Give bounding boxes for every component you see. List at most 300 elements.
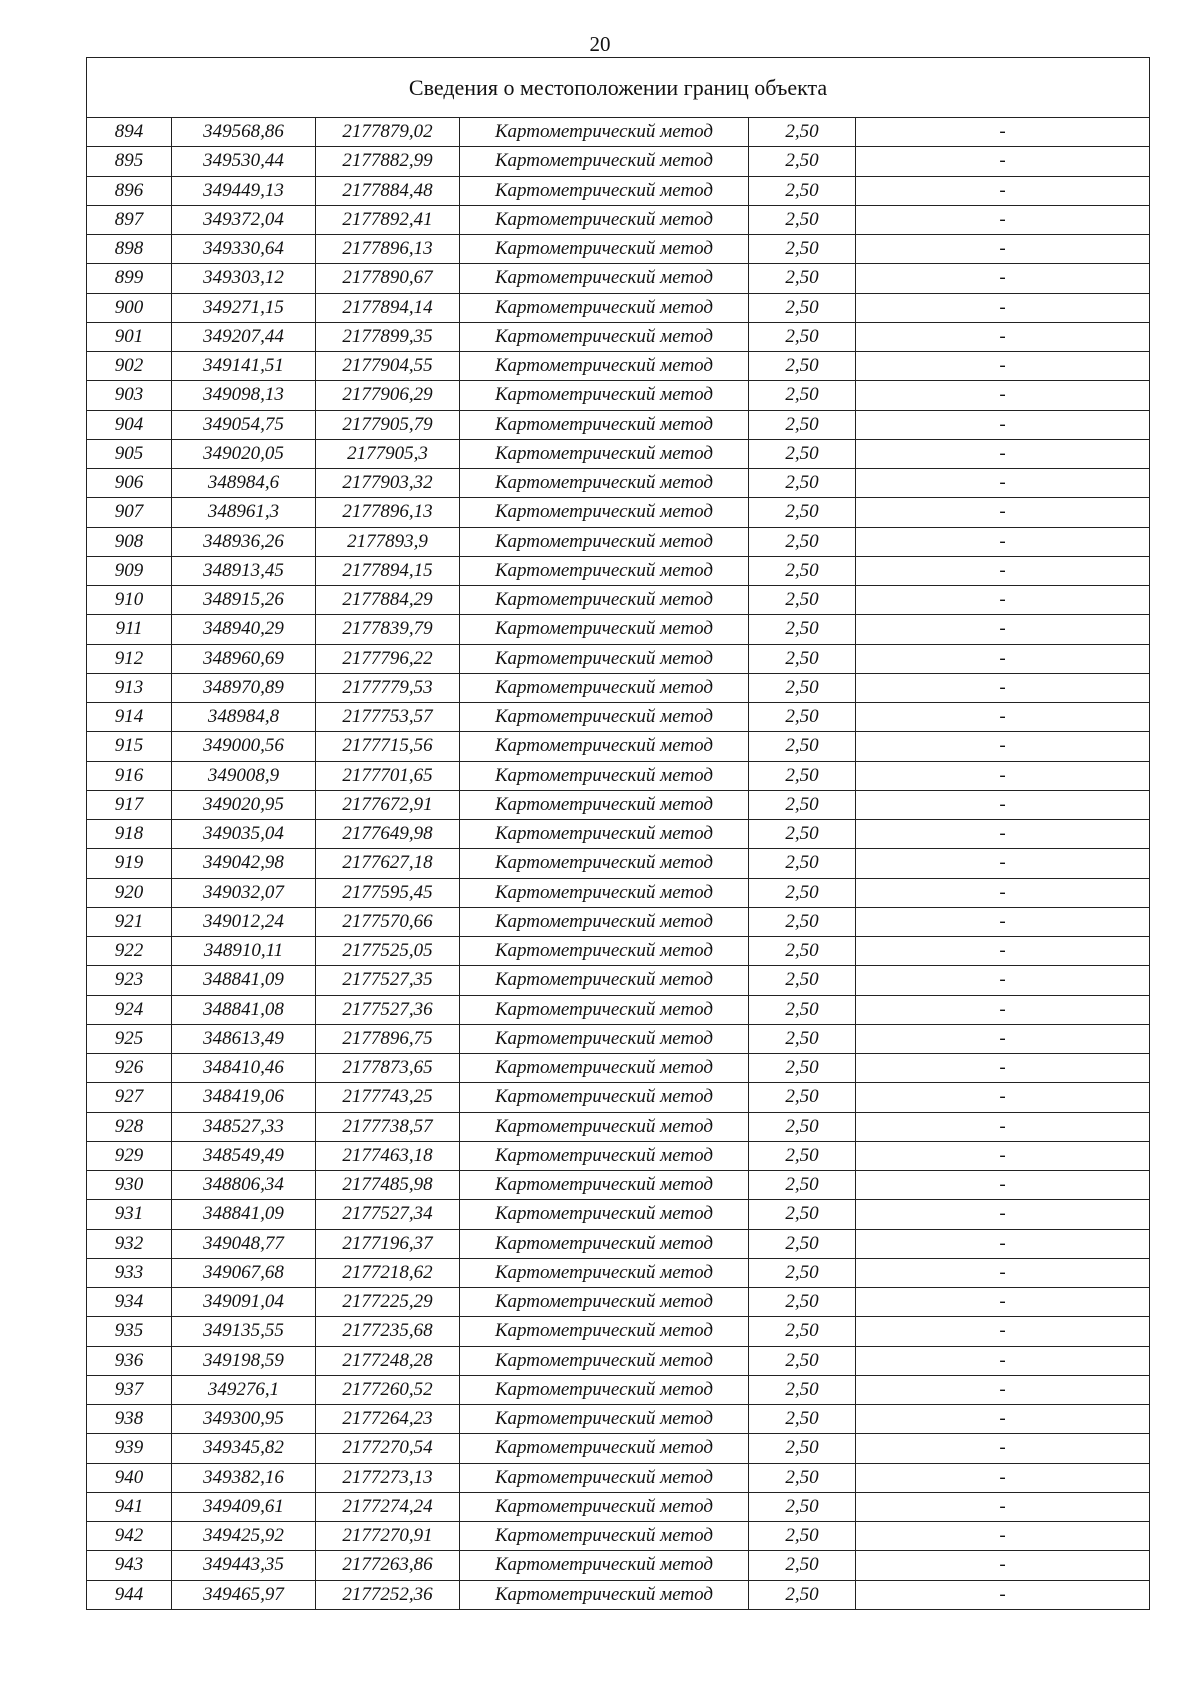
y-coordinate-cell: 2177884,29 <box>316 586 460 615</box>
y-coordinate-cell: 2177672,91 <box>316 790 460 819</box>
table-row <box>87 118 1150 147</box>
table-row <box>87 1434 1150 1463</box>
point-number-cell: 916 <box>87 761 172 790</box>
y-coordinate-cell: 2177649,98 <box>316 820 460 849</box>
description-cell: - <box>856 907 1150 936</box>
method-cell: Картометрический метод <box>460 1551 749 1580</box>
description-cell: - <box>856 556 1150 585</box>
y-coordinate-cell: 2177903,32 <box>316 469 460 498</box>
point-number-cell: 911 <box>87 615 172 644</box>
point-number-cell: 899 <box>87 264 172 293</box>
description-cell: - <box>856 1580 1150 1609</box>
accuracy-cell: 2,50 <box>749 498 856 527</box>
table-row <box>87 381 1150 410</box>
x-coordinate-cell: 348613,49 <box>172 1024 316 1053</box>
x-coordinate-cell: 348984,6 <box>172 469 316 498</box>
description-cell: - <box>856 1141 1150 1170</box>
point-number-cell: 904 <box>87 410 172 439</box>
point-number-cell: 902 <box>87 352 172 381</box>
point-number-cell: 908 <box>87 527 172 556</box>
accuracy-cell: 2,50 <box>749 1141 856 1170</box>
y-coordinate-cell: 2177263,86 <box>316 1551 460 1580</box>
table-row <box>87 673 1150 702</box>
y-coordinate-cell: 2177527,36 <box>316 995 460 1024</box>
y-coordinate-cell: 2177904,55 <box>316 352 460 381</box>
method-cell: Картометрический метод <box>460 1171 749 1200</box>
accuracy-cell: 2,50 <box>749 410 856 439</box>
accuracy-cell: 2,50 <box>749 556 856 585</box>
point-number-cell: 914 <box>87 703 172 732</box>
point-number-cell: 906 <box>87 469 172 498</box>
x-coordinate-cell: 349345,82 <box>172 1434 316 1463</box>
y-coordinate-cell: 2177570,66 <box>316 907 460 936</box>
y-coordinate-cell: 2177196,37 <box>316 1229 460 1258</box>
table-row <box>87 1054 1150 1083</box>
description-cell: - <box>856 703 1150 732</box>
accuracy-cell: 2,50 <box>749 1317 856 1346</box>
x-coordinate-cell: 348940,29 <box>172 615 316 644</box>
method-cell: Картометрический метод <box>460 849 749 878</box>
table-row <box>87 1083 1150 1112</box>
accuracy-cell: 2,50 <box>749 439 856 468</box>
point-number-cell: 901 <box>87 322 172 351</box>
table-row <box>87 995 1150 1024</box>
table-row <box>87 176 1150 205</box>
y-coordinate-cell: 2177879,02 <box>316 118 460 147</box>
table-row <box>87 732 1150 761</box>
table-row <box>87 1112 1150 1141</box>
description-cell: - <box>856 586 1150 615</box>
y-coordinate-cell: 2177273,13 <box>316 1463 460 1492</box>
y-coordinate-cell: 2177893,9 <box>316 527 460 556</box>
table-row <box>87 1200 1150 1229</box>
method-cell: Картометрический метод <box>460 293 749 322</box>
table-row <box>87 264 1150 293</box>
table-row <box>87 849 1150 878</box>
y-coordinate-cell: 2177527,35 <box>316 966 460 995</box>
table-title: Сведения о местоположении границ объекта <box>87 58 1150 118</box>
boundary-coordinates-table <box>86 57 1150 1610</box>
description-cell: - <box>856 293 1150 322</box>
description-cell: - <box>856 1112 1150 1141</box>
method-cell: Картометрический метод <box>460 147 749 176</box>
y-coordinate-cell: 2177260,52 <box>316 1375 460 1404</box>
accuracy-cell: 2,50 <box>749 264 856 293</box>
x-coordinate-cell: 348419,06 <box>172 1083 316 1112</box>
x-coordinate-cell: 349409,61 <box>172 1492 316 1521</box>
x-coordinate-cell: 349443,35 <box>172 1551 316 1580</box>
x-coordinate-cell: 349207,44 <box>172 322 316 351</box>
method-cell: Картометрический метод <box>460 1141 749 1170</box>
point-number-cell: 918 <box>87 820 172 849</box>
accuracy-cell: 2,50 <box>749 644 856 673</box>
description-cell: - <box>856 1492 1150 1521</box>
description-cell: - <box>856 1463 1150 1492</box>
table-row <box>87 586 1150 615</box>
y-coordinate-cell: 2177890,67 <box>316 264 460 293</box>
accuracy-cell: 2,50 <box>749 1405 856 1434</box>
y-coordinate-cell: 2177839,79 <box>316 615 460 644</box>
description-cell: - <box>856 147 1150 176</box>
table-row <box>87 410 1150 439</box>
method-cell: Картометрический метод <box>460 1405 749 1434</box>
point-number-cell: 913 <box>87 673 172 702</box>
method-cell: Картометрический метод <box>460 1054 749 1083</box>
x-coordinate-cell: 348841,08 <box>172 995 316 1024</box>
point-number-cell: 898 <box>87 235 172 264</box>
x-coordinate-cell: 348841,09 <box>172 966 316 995</box>
method-cell: Картометрический метод <box>460 1434 749 1463</box>
y-coordinate-cell: 2177248,28 <box>316 1346 460 1375</box>
table-row <box>87 1229 1150 1258</box>
point-number-cell: 942 <box>87 1522 172 1551</box>
table-row <box>87 1375 1150 1404</box>
point-number-cell: 939 <box>87 1434 172 1463</box>
method-cell: Картометрический метод <box>460 703 749 732</box>
x-coordinate-cell: 349330,64 <box>172 235 316 264</box>
table-row <box>87 352 1150 381</box>
accuracy-cell: 2,50 <box>749 703 856 732</box>
y-coordinate-cell: 2177796,22 <box>316 644 460 673</box>
y-coordinate-cell: 2177252,36 <box>316 1580 460 1609</box>
accuracy-cell: 2,50 <box>749 878 856 907</box>
method-cell: Картометрический метод <box>460 527 749 556</box>
point-number-cell: 895 <box>87 147 172 176</box>
point-number-cell: 900 <box>87 293 172 322</box>
y-coordinate-cell: 2177264,23 <box>316 1405 460 1434</box>
accuracy-cell: 2,50 <box>749 1024 856 1053</box>
method-cell: Картометрический метод <box>460 556 749 585</box>
x-coordinate-cell: 349012,24 <box>172 907 316 936</box>
description-cell: - <box>856 381 1150 410</box>
method-cell: Картометрический метод <box>460 381 749 410</box>
accuracy-cell: 2,50 <box>749 673 856 702</box>
x-coordinate-cell: 348527,33 <box>172 1112 316 1141</box>
accuracy-cell: 2,50 <box>749 1346 856 1375</box>
y-coordinate-cell: 2177701,65 <box>316 761 460 790</box>
description-cell: - <box>856 1551 1150 1580</box>
accuracy-cell: 2,50 <box>749 761 856 790</box>
x-coordinate-cell: 349530,44 <box>172 147 316 176</box>
accuracy-cell: 2,50 <box>749 1112 856 1141</box>
x-coordinate-cell: 348910,11 <box>172 937 316 966</box>
accuracy-cell: 2,50 <box>749 849 856 878</box>
method-cell: Картометрический метод <box>460 118 749 147</box>
description-cell: - <box>856 1434 1150 1463</box>
point-number-cell: 921 <box>87 907 172 936</box>
table-row <box>87 205 1150 234</box>
description-cell: - <box>856 732 1150 761</box>
x-coordinate-cell: 348913,45 <box>172 556 316 585</box>
table-row <box>87 907 1150 936</box>
description-cell: - <box>856 1522 1150 1551</box>
table-row <box>87 615 1150 644</box>
point-number-cell: 923 <box>87 966 172 995</box>
point-number-cell: 920 <box>87 878 172 907</box>
table-row <box>87 498 1150 527</box>
method-cell: Картометрический метод <box>460 937 749 966</box>
table-body <box>87 58 1150 1610</box>
accuracy-cell: 2,50 <box>749 381 856 410</box>
accuracy-cell: 2,50 <box>749 1054 856 1083</box>
table-row <box>87 439 1150 468</box>
y-coordinate-cell: 2177896,13 <box>316 498 460 527</box>
accuracy-cell: 2,50 <box>749 293 856 322</box>
accuracy-cell: 2,50 <box>749 732 856 761</box>
accuracy-cell: 2,50 <box>749 527 856 556</box>
point-number-cell: 940 <box>87 1463 172 1492</box>
method-cell: Картометрический метод <box>460 1375 749 1404</box>
method-cell: Картометрический метод <box>460 439 749 468</box>
description-cell: - <box>856 235 1150 264</box>
description-cell: - <box>856 352 1150 381</box>
point-number-cell: 935 <box>87 1317 172 1346</box>
accuracy-cell: 2,50 <box>749 790 856 819</box>
x-coordinate-cell: 349382,16 <box>172 1463 316 1492</box>
x-coordinate-cell: 349276,1 <box>172 1375 316 1404</box>
x-coordinate-cell: 348841,09 <box>172 1200 316 1229</box>
x-coordinate-cell: 349303,12 <box>172 264 316 293</box>
accuracy-cell: 2,50 <box>749 1580 856 1609</box>
accuracy-cell: 2,50 <box>749 1171 856 1200</box>
point-number-cell: 934 <box>87 1288 172 1317</box>
y-coordinate-cell: 2177485,98 <box>316 1171 460 1200</box>
table-row <box>87 761 1150 790</box>
method-cell: Картометрический метод <box>460 644 749 673</box>
point-number-cell: 933 <box>87 1258 172 1287</box>
point-number-cell: 926 <box>87 1054 172 1083</box>
description-cell: - <box>856 937 1150 966</box>
accuracy-cell: 2,50 <box>749 176 856 205</box>
table-row <box>87 1171 1150 1200</box>
y-coordinate-cell: 2177715,56 <box>316 732 460 761</box>
accuracy-cell: 2,50 <box>749 147 856 176</box>
table-row <box>87 1580 1150 1609</box>
accuracy-cell: 2,50 <box>749 937 856 966</box>
point-number-cell: 938 <box>87 1405 172 1434</box>
x-coordinate-cell: 349135,55 <box>172 1317 316 1346</box>
table-row <box>87 878 1150 907</box>
x-coordinate-cell: 349568,86 <box>172 118 316 147</box>
y-coordinate-cell: 2177906,29 <box>316 381 460 410</box>
x-coordinate-cell: 349035,04 <box>172 820 316 849</box>
accuracy-cell: 2,50 <box>749 469 856 498</box>
x-coordinate-cell: 349054,75 <box>172 410 316 439</box>
method-cell: Картометрический метод <box>460 1200 749 1229</box>
x-coordinate-cell: 349020,05 <box>172 439 316 468</box>
x-coordinate-cell: 349425,92 <box>172 1522 316 1551</box>
point-number-cell: 909 <box>87 556 172 585</box>
y-coordinate-cell: 2177896,75 <box>316 1024 460 1053</box>
point-number-cell: 917 <box>87 790 172 819</box>
description-cell: - <box>856 995 1150 1024</box>
x-coordinate-cell: 349271,15 <box>172 293 316 322</box>
x-coordinate-cell: 349141,51 <box>172 352 316 381</box>
x-coordinate-cell: 349000,56 <box>172 732 316 761</box>
table-row <box>87 644 1150 673</box>
description-cell: - <box>856 966 1150 995</box>
description-cell: - <box>856 1054 1150 1083</box>
description-cell: - <box>856 761 1150 790</box>
y-coordinate-cell: 2177892,41 <box>316 205 460 234</box>
table-row <box>87 1551 1150 1580</box>
method-cell: Картометрический метод <box>460 322 749 351</box>
description-cell: - <box>856 322 1150 351</box>
method-cell: Картометрический метод <box>460 1580 749 1609</box>
x-coordinate-cell: 349300,95 <box>172 1405 316 1434</box>
table-title-row <box>87 58 1150 118</box>
accuracy-cell: 2,50 <box>749 1492 856 1521</box>
point-number-cell: 930 <box>87 1171 172 1200</box>
description-cell: - <box>856 1258 1150 1287</box>
description-cell: - <box>856 1346 1150 1375</box>
y-coordinate-cell: 2177894,14 <box>316 293 460 322</box>
y-coordinate-cell: 2177894,15 <box>316 556 460 585</box>
x-coordinate-cell: 348410,46 <box>172 1054 316 1083</box>
x-coordinate-cell: 349042,98 <box>172 849 316 878</box>
y-coordinate-cell: 2177884,48 <box>316 176 460 205</box>
y-coordinate-cell: 2177896,13 <box>316 235 460 264</box>
point-number-cell: 922 <box>87 937 172 966</box>
description-cell: - <box>856 1288 1150 1317</box>
description-cell: - <box>856 264 1150 293</box>
accuracy-cell: 2,50 <box>749 1434 856 1463</box>
description-cell: - <box>856 820 1150 849</box>
description-cell: - <box>856 849 1150 878</box>
point-number-cell: 931 <box>87 1200 172 1229</box>
table-row <box>87 790 1150 819</box>
point-number-cell: 915 <box>87 732 172 761</box>
method-cell: Картометрический метод <box>460 878 749 907</box>
x-coordinate-cell: 348970,89 <box>172 673 316 702</box>
accuracy-cell: 2,50 <box>749 586 856 615</box>
accuracy-cell: 2,50 <box>749 118 856 147</box>
point-number-cell: 936 <box>87 1346 172 1375</box>
method-cell: Картометрический метод <box>460 469 749 498</box>
table-row <box>87 1463 1150 1492</box>
point-number-cell: 941 <box>87 1492 172 1521</box>
x-coordinate-cell: 349098,13 <box>172 381 316 410</box>
table-row <box>87 469 1150 498</box>
method-cell: Картометрический метод <box>460 264 749 293</box>
x-coordinate-cell: 348806,34 <box>172 1171 316 1200</box>
description-cell: - <box>856 673 1150 702</box>
y-coordinate-cell: 2177899,35 <box>316 322 460 351</box>
x-coordinate-cell: 349091,04 <box>172 1288 316 1317</box>
description-cell: - <box>856 790 1150 819</box>
method-cell: Картометрический метод <box>460 1492 749 1521</box>
y-coordinate-cell: 2177743,25 <box>316 1083 460 1112</box>
point-number-cell: 896 <box>87 176 172 205</box>
table-row <box>87 1317 1150 1346</box>
accuracy-cell: 2,50 <box>749 235 856 264</box>
method-cell: Картометрический метод <box>460 1463 749 1492</box>
description-cell: - <box>856 1171 1150 1200</box>
y-coordinate-cell: 2177905,79 <box>316 410 460 439</box>
description-cell: - <box>856 1083 1150 1112</box>
x-coordinate-cell: 349008,9 <box>172 761 316 790</box>
table-row <box>87 293 1150 322</box>
x-coordinate-cell: 348936,26 <box>172 527 316 556</box>
x-coordinate-cell: 349067,68 <box>172 1258 316 1287</box>
point-number-cell: 944 <box>87 1580 172 1609</box>
accuracy-cell: 2,50 <box>749 995 856 1024</box>
point-number-cell: 937 <box>87 1375 172 1404</box>
accuracy-cell: 2,50 <box>749 205 856 234</box>
method-cell: Картометрический метод <box>460 761 749 790</box>
table-row <box>87 147 1150 176</box>
x-coordinate-cell: 348960,69 <box>172 644 316 673</box>
accuracy-cell: 2,50 <box>749 322 856 351</box>
y-coordinate-cell: 2177738,57 <box>316 1112 460 1141</box>
method-cell: Картометрический метод <box>460 498 749 527</box>
accuracy-cell: 2,50 <box>749 966 856 995</box>
y-coordinate-cell: 2177882,99 <box>316 147 460 176</box>
point-number-cell: 919 <box>87 849 172 878</box>
table-row <box>87 937 1150 966</box>
method-cell: Картометрический метод <box>460 176 749 205</box>
description-cell: - <box>856 1024 1150 1053</box>
accuracy-cell: 2,50 <box>749 1258 856 1287</box>
table-row <box>87 1405 1150 1434</box>
y-coordinate-cell: 2177905,3 <box>316 439 460 468</box>
table-row <box>87 235 1150 264</box>
method-cell: Картометрический метод <box>460 1083 749 1112</box>
method-cell: Картометрический метод <box>460 1229 749 1258</box>
method-cell: Картометрический метод <box>460 1024 749 1053</box>
y-coordinate-cell: 2177527,34 <box>316 1200 460 1229</box>
table-row <box>87 322 1150 351</box>
description-cell: - <box>856 118 1150 147</box>
point-number-cell: 925 <box>87 1024 172 1053</box>
description-cell: - <box>856 1229 1150 1258</box>
y-coordinate-cell: 2177270,54 <box>316 1434 460 1463</box>
y-coordinate-cell: 2177753,57 <box>316 703 460 732</box>
point-number-cell: 924 <box>87 995 172 1024</box>
table-row <box>87 1141 1150 1170</box>
description-cell: - <box>856 439 1150 468</box>
method-cell: Картометрический метод <box>460 995 749 1024</box>
table-row <box>87 556 1150 585</box>
accuracy-cell: 2,50 <box>749 820 856 849</box>
point-number-cell: 928 <box>87 1112 172 1141</box>
method-cell: Картометрический метод <box>460 966 749 995</box>
point-number-cell: 894 <box>87 118 172 147</box>
y-coordinate-cell: 2177595,45 <box>316 878 460 907</box>
table-row <box>87 1492 1150 1521</box>
accuracy-cell: 2,50 <box>749 1522 856 1551</box>
accuracy-cell: 2,50 <box>749 1463 856 1492</box>
y-coordinate-cell: 2177225,29 <box>316 1288 460 1317</box>
x-coordinate-cell: 349198,59 <box>172 1346 316 1375</box>
table-row <box>87 820 1150 849</box>
description-cell: - <box>856 878 1150 907</box>
point-number-cell: 932 <box>87 1229 172 1258</box>
table-row <box>87 1346 1150 1375</box>
description-cell: - <box>856 527 1150 556</box>
method-cell: Картометрический метод <box>460 410 749 439</box>
description-cell: - <box>856 615 1150 644</box>
x-coordinate-cell: 349372,04 <box>172 205 316 234</box>
method-cell: Картометрический метод <box>460 235 749 264</box>
accuracy-cell: 2,50 <box>749 1288 856 1317</box>
description-cell: - <box>856 1405 1150 1434</box>
point-number-cell: 929 <box>87 1141 172 1170</box>
method-cell: Картометрический метод <box>460 790 749 819</box>
y-coordinate-cell: 2177779,53 <box>316 673 460 702</box>
x-coordinate-cell: 349020,95 <box>172 790 316 819</box>
table-row <box>87 1522 1150 1551</box>
